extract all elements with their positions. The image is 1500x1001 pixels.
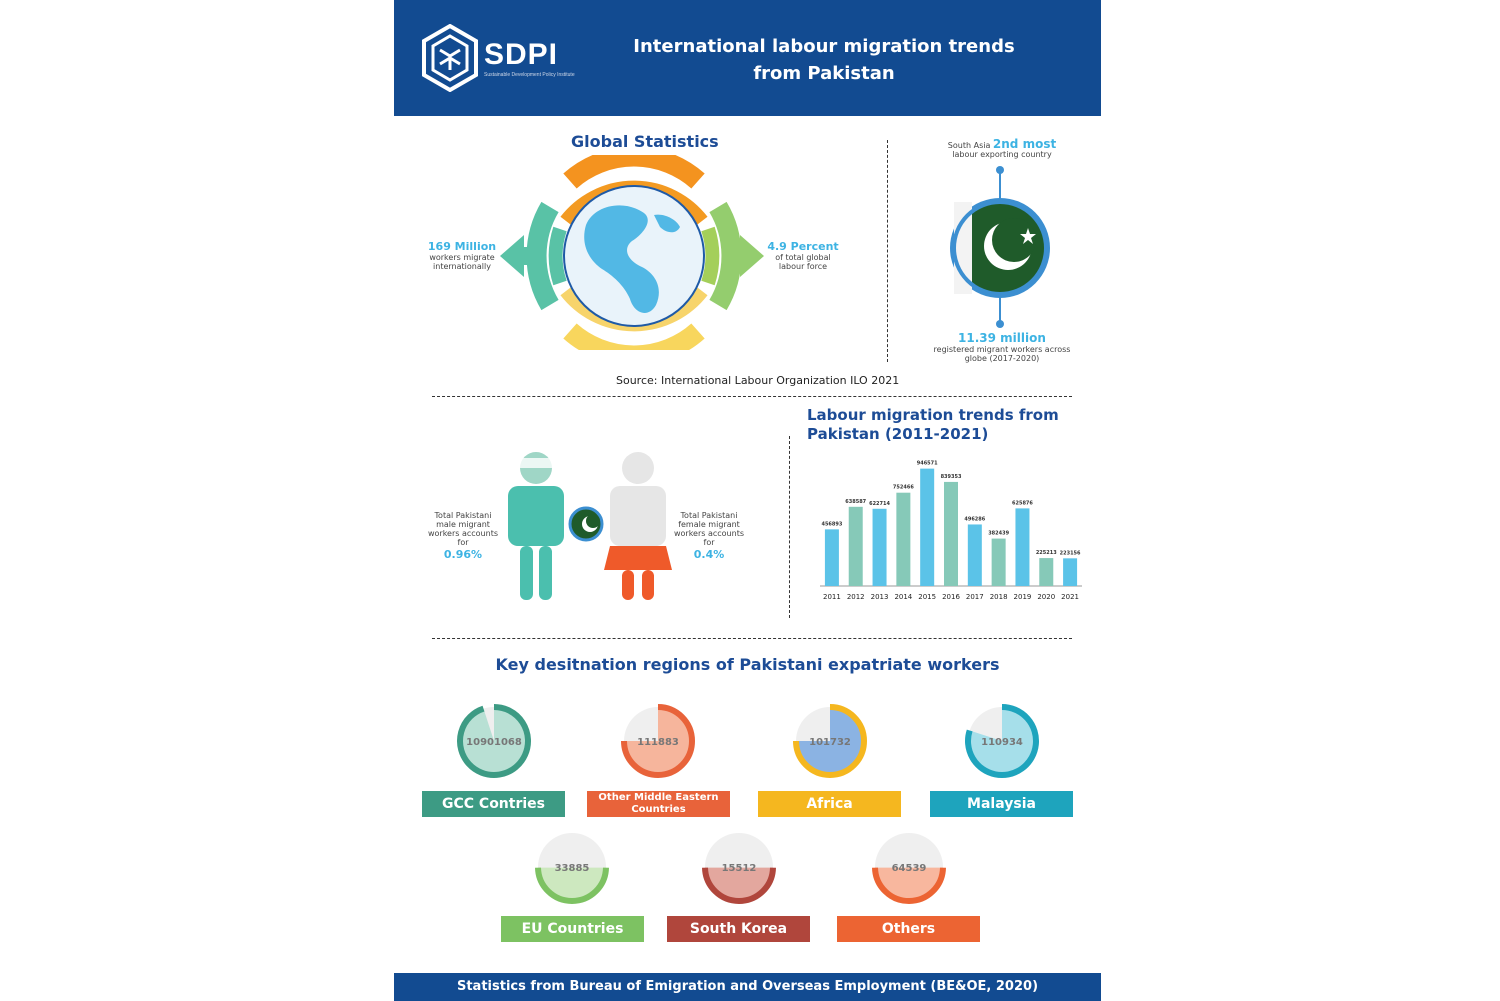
region-donut bbox=[697, 825, 781, 909]
x-tick-label: 2012 bbox=[846, 593, 865, 601]
bar-value-label: 223156 bbox=[1059, 550, 1081, 557]
bar-2018 bbox=[992, 539, 1006, 586]
globe-graphic bbox=[494, 155, 774, 350]
pakistan-bottom-stat bbox=[932, 332, 1072, 363]
logo-subtitle: Sustainable Development Policy Institute bbox=[484, 72, 575, 78]
region-label: GCC Contries bbox=[422, 791, 565, 817]
bar-2019 bbox=[1015, 508, 1029, 586]
x-tick-label: 2015 bbox=[918, 593, 937, 601]
bar-value-label: 752466 bbox=[892, 484, 914, 491]
sdpi-logo-icon bbox=[420, 24, 480, 92]
pakistan-top-value: 2nd most bbox=[992, 137, 1057, 151]
region-label: South Korea bbox=[667, 916, 810, 942]
trend-title: Labour migration trends from Pakistan (2011-2021) bbox=[807, 406, 1059, 443]
bar-value-label: 638587 bbox=[845, 498, 867, 505]
region-label: Africa bbox=[758, 791, 901, 817]
bar-value-label: 382439 bbox=[988, 530, 1010, 537]
region-donut bbox=[616, 699, 700, 783]
global-left-text: workers migrate internationally bbox=[429, 253, 495, 271]
region-value: 101732 bbox=[809, 737, 851, 748]
female-stat bbox=[668, 511, 750, 563]
bar-2021 bbox=[1063, 558, 1077, 586]
x-tick-label: 2014 bbox=[894, 593, 913, 601]
region-donut bbox=[788, 699, 872, 783]
bar-value-label: 839353 bbox=[940, 473, 962, 480]
female-body-icon bbox=[610, 486, 666, 546]
divider-horizontal-1 bbox=[432, 396, 1072, 397]
bar-2012 bbox=[849, 507, 863, 586]
female-value: 0.4% bbox=[693, 548, 725, 561]
region-value: 15512 bbox=[721, 863, 757, 874]
bottom-ring bbox=[570, 331, 698, 350]
region-donut bbox=[960, 699, 1044, 783]
region-value: 33885 bbox=[554, 863, 590, 874]
global-right-value: 4.9 Percent bbox=[767, 240, 839, 253]
divider-vertical-middle bbox=[789, 436, 790, 618]
divider-horizontal-2 bbox=[432, 638, 1072, 639]
regions-title: Key desitnation regions of Pakistani expatriate workers bbox=[495, 655, 1000, 674]
pakistan-bottom-text: registered migrant workers across globe (2017-2020) bbox=[933, 345, 1071, 363]
top-ring bbox=[570, 157, 698, 181]
region-value: 111883 bbox=[637, 737, 679, 748]
region-label: Malaysia bbox=[930, 791, 1073, 817]
footer-banner: Statistics from Bureau of Emigration and Overseas Employment (BE&OE, 2020) bbox=[394, 973, 1101, 1001]
page-title: International labour migration trends from Pakistan bbox=[633, 36, 1015, 84]
x-tick-label: 2018 bbox=[989, 593, 1008, 601]
x-tick-label: 2020 bbox=[1037, 593, 1056, 601]
region-donut bbox=[530, 825, 614, 909]
global-left-value: 169 Million bbox=[427, 240, 497, 253]
region-label: Others bbox=[837, 916, 980, 942]
header-banner bbox=[394, 0, 1101, 116]
x-tick-label: 2016 bbox=[942, 593, 960, 601]
male-body-icon bbox=[508, 486, 564, 546]
region-value: 10901068 bbox=[466, 737, 522, 748]
logo-text: SDPI bbox=[484, 38, 559, 71]
x-tick-label: 2019 bbox=[1013, 593, 1032, 601]
global-right-stat bbox=[764, 241, 842, 271]
pakistan-top-prefix: South Asia bbox=[947, 141, 991, 150]
region-value: 110934 bbox=[981, 737, 1023, 748]
teal-arc bbox=[556, 229, 560, 283]
female-head-icon bbox=[622, 452, 654, 484]
female-skirt-icon bbox=[604, 546, 672, 570]
region-label: Other Middle Eastern Countries bbox=[587, 791, 730, 817]
bar-value-label: 225213 bbox=[1035, 550, 1057, 557]
pakistan-top-text: labour exporting country bbox=[952, 150, 1052, 159]
region-value: 64539 bbox=[891, 863, 927, 874]
global-right-text: of total global labour force bbox=[775, 253, 831, 271]
bar-2015 bbox=[920, 469, 934, 586]
pakistan-flag-graphic bbox=[944, 162, 1056, 332]
pakistan-top-stat bbox=[932, 137, 1072, 159]
bar-value-label: 622714 bbox=[869, 500, 890, 507]
migration-bar-chart bbox=[820, 450, 1082, 605]
x-tick-label: 2011 bbox=[822, 593, 841, 601]
female-text: Total Pakistani female migrant workers accounts for bbox=[673, 511, 745, 547]
bar-value-label: 456893 bbox=[821, 521, 843, 528]
x-tick-label: 2013 bbox=[870, 593, 889, 601]
region-label: EU Countries bbox=[501, 916, 644, 942]
region-donut bbox=[867, 825, 951, 909]
bar-2016 bbox=[944, 482, 958, 586]
pakistan-bottom-value: 11.39 million bbox=[958, 331, 1046, 345]
gender-figures-graphic bbox=[506, 450, 672, 605]
x-tick-label: 2021 bbox=[1061, 593, 1080, 601]
bar-2017 bbox=[968, 524, 982, 586]
bar-value-label: 946571 bbox=[916, 460, 938, 467]
global-stats-title: Global Statistics bbox=[571, 132, 719, 151]
bar-value-label: 625876 bbox=[1012, 500, 1033, 507]
male-stat bbox=[424, 511, 502, 563]
region-donut bbox=[452, 699, 536, 783]
bar-value-label: 496286 bbox=[964, 516, 986, 523]
male-text: Total Pakistani male migrant workers accounts for bbox=[427, 511, 499, 547]
male-value: 0.96% bbox=[443, 548, 483, 561]
infographic bbox=[394, 0, 1101, 1001]
bar-2020 bbox=[1039, 558, 1053, 586]
global-left-stat bbox=[424, 241, 500, 271]
global-source: Source: International Labour Organization ILO 2021 bbox=[616, 374, 900, 387]
bar-2014 bbox=[896, 493, 910, 586]
green-arc bbox=[708, 229, 712, 283]
divider-vertical-top bbox=[887, 140, 888, 362]
x-tick-label: 2017 bbox=[965, 593, 984, 601]
bar-2011 bbox=[825, 529, 839, 586]
bar-2013 bbox=[873, 509, 887, 586]
